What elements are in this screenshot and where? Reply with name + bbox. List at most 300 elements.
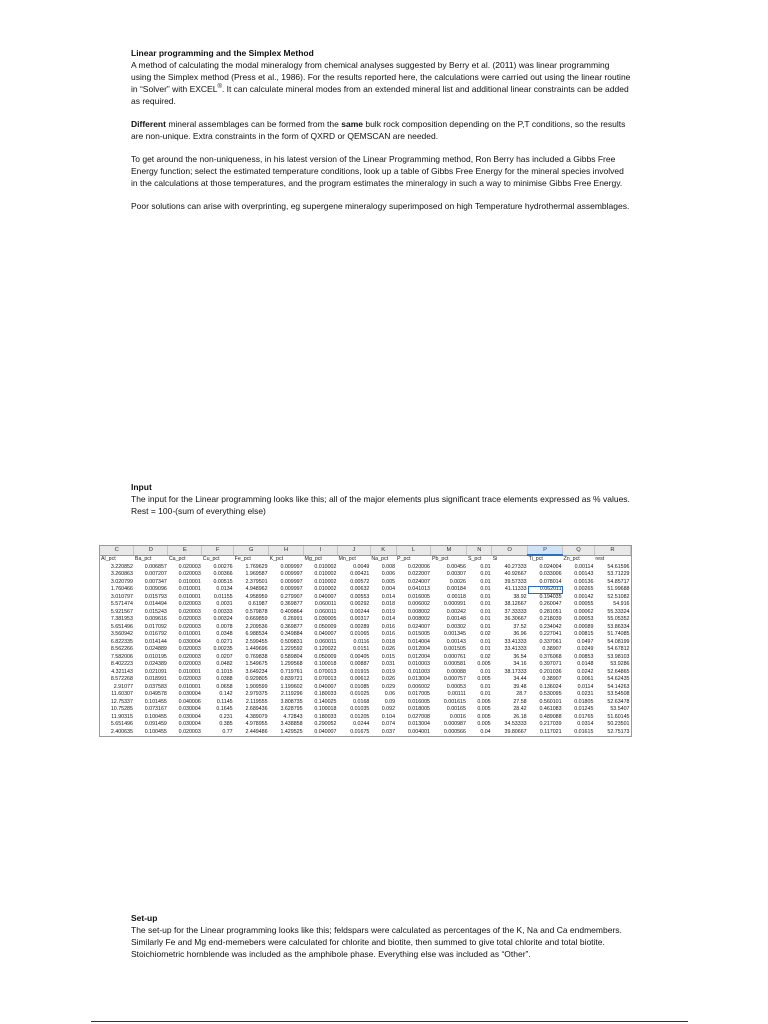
- table-cell[interactable]: 54.67812: [607, 646, 630, 652]
- table-cell[interactable]: 0.00143: [574, 571, 594, 577]
- table-cell[interactable]: 0.030004: [178, 691, 201, 697]
- table-cell[interactable]: 0.040007: [314, 728, 337, 735]
- table-cell[interactable]: 0.040007: [314, 593, 337, 600]
- table-cell[interactable]: 0.00515: [213, 578, 233, 585]
- table-cell[interactable]: 0.929805: [245, 676, 268, 682]
- table-cell[interactable]: 0.027008: [407, 713, 430, 720]
- table-cell[interactable]: 0.117021: [539, 728, 562, 735]
- table-cell[interactable]: 0.010001: [178, 578, 201, 585]
- table-cell[interactable]: 0.014: [381, 593, 396, 600]
- table-cell[interactable]: 54.62435: [607, 676, 630, 682]
- table-cell[interactable]: 0.009096: [144, 586, 167, 592]
- table-cell[interactable]: 53.98103: [607, 653, 630, 660]
- table-cell[interactable]: 53.9286: [610, 661, 630, 667]
- table-cell[interactable]: 0.024889: [144, 646, 167, 652]
- table-cell[interactable]: 0.579878: [245, 608, 268, 615]
- table-cell[interactable]: 40.27333: [504, 563, 527, 570]
- table-cell[interactable]: 0.060011: [314, 608, 337, 615]
- table-cell[interactable]: 0.0116: [353, 638, 370, 645]
- table-cell[interactable]: 0.008: [381, 563, 396, 570]
- table-cell[interactable]: 0.00405: [350, 653, 370, 660]
- table-cell[interactable]: 0.01155: [213, 593, 233, 600]
- column-header[interactable]: Na_pct: [371, 555, 389, 562]
- table-cell[interactable]: 0.01085: [350, 683, 370, 690]
- table-cell[interactable]: 0.369877: [280, 623, 303, 630]
- table-cell[interactable]: 0.016792: [144, 631, 167, 637]
- table-cell[interactable]: 0.01: [480, 668, 491, 675]
- table-cell[interactable]: 0.489088: [539, 713, 562, 720]
- table-cell[interactable]: 52.63478: [607, 698, 630, 705]
- table-cell[interactable]: 0.013004: [407, 721, 430, 727]
- table-cell[interactable]: 11.60307: [111, 691, 133, 697]
- table-cell[interactable]: 0.01: [480, 623, 491, 630]
- table-cell[interactable]: 0.194035: [539, 593, 562, 600]
- table-cell[interactable]: 0.041013: [407, 586, 430, 592]
- table-cell[interactable]: 3.628795: [280, 706, 303, 712]
- table-cell[interactable]: 0.01805: [574, 698, 594, 705]
- table-cell[interactable]: 0.00553: [350, 593, 370, 600]
- table-cell[interactable]: 0.227041: [539, 631, 562, 637]
- table-cell[interactable]: 0.38907: [542, 676, 562, 682]
- table-cell[interactable]: 0.016005: [407, 593, 430, 600]
- column-letter-g[interactable]: G: [234, 546, 269, 555]
- table-cell[interactable]: 0.260047: [539, 601, 562, 607]
- table-cell[interactable]: 51.60145: [607, 713, 630, 720]
- table-cell[interactable]: 2.91077: [113, 683, 133, 690]
- table-cell[interactable]: 0.560101: [539, 698, 562, 705]
- table-cell[interactable]: 3.260863: [110, 571, 133, 577]
- table-cell[interactable]: 0.0031: [216, 601, 233, 607]
- table-cell[interactable]: 0.00136: [574, 578, 594, 585]
- table-cell[interactable]: 0.049578: [144, 691, 167, 697]
- table-cell[interactable]: 34.53333: [504, 721, 527, 727]
- table-cell[interactable]: 0.005: [477, 661, 491, 667]
- table-cell[interactable]: 0.0482: [216, 661, 233, 667]
- table-cell[interactable]: 0.349884: [280, 631, 303, 637]
- table-cell[interactable]: 0.09: [384, 698, 396, 705]
- table-cell[interactable]: 0.100455: [144, 728, 167, 735]
- table-cell[interactable]: 0.01: [480, 601, 491, 607]
- table-cell[interactable]: 0.029: [381, 683, 396, 690]
- table-cell[interactable]: 1.449696: [245, 646, 268, 652]
- table-cell[interactable]: 2.400635: [110, 728, 133, 735]
- table-cell[interactable]: 2.689436: [245, 706, 268, 712]
- table-cell[interactable]: 0.016: [381, 623, 396, 630]
- table-cell[interactable]: 39.80667: [504, 728, 527, 735]
- table-cell[interactable]: 0.050009: [314, 623, 337, 630]
- table-cell[interactable]: 0.0207: [216, 653, 233, 660]
- table-cell[interactable]: 52.75173: [607, 728, 630, 735]
- table-cell[interactable]: 0.00142: [574, 593, 594, 600]
- column-header[interactable]: Zn_pct: [563, 555, 580, 562]
- table-cell[interactable]: 0.030004: [178, 713, 201, 720]
- table-cell[interactable]: 0.00148: [446, 616, 466, 622]
- table-cell[interactable]: 0.060011: [314, 601, 337, 607]
- table-cell[interactable]: 0.00324: [213, 616, 233, 622]
- table-cell[interactable]: 0.024004: [539, 563, 562, 570]
- table-cell[interactable]: 0.0114: [577, 683, 594, 690]
- column-letter-i[interactable]: I: [304, 546, 338, 555]
- table-cell[interactable]: 0.020003: [178, 728, 201, 735]
- table-cell[interactable]: 6.822335: [110, 638, 133, 645]
- table-cell[interactable]: 0.217039: [539, 721, 562, 727]
- table-cell[interactable]: 0.1015: [216, 668, 233, 675]
- table-cell[interactable]: 0.070013: [314, 676, 337, 682]
- column-header[interactable]: Cu_pct: [202, 555, 220, 562]
- column-header[interactable]: Ti_pct: [528, 556, 543, 562]
- table-cell[interactable]: 2.119555: [245, 698, 268, 705]
- table-cell[interactable]: 36.54: [513, 653, 527, 660]
- table-cell[interactable]: 0.0388: [216, 676, 233, 682]
- table-cell[interactable]: 0.030004: [178, 706, 201, 712]
- table-cell[interactable]: 1.549675: [245, 661, 268, 667]
- table-cell[interactable]: 3.220852: [110, 563, 133, 570]
- table-cell[interactable]: 0.040007: [314, 631, 337, 637]
- table-cell[interactable]: 0.001505: [443, 646, 466, 652]
- table-cell[interactable]: 0.136024: [539, 683, 562, 690]
- column-letter-j[interactable]: J: [337, 546, 370, 555]
- table-cell[interactable]: 0.020003: [178, 616, 201, 622]
- table-cell[interactable]: 0.77: [222, 728, 233, 735]
- table-cell[interactable]: 0.01615: [574, 728, 594, 735]
- table-cell[interactable]: 0.020003: [178, 623, 201, 630]
- table-cell[interactable]: 0.00572: [350, 578, 370, 585]
- table-cell[interactable]: 0.005: [477, 713, 491, 720]
- table-cell[interactable]: 0.0314: [577, 721, 594, 727]
- table-cell[interactable]: 0.769838: [245, 653, 268, 660]
- table-cell[interactable]: 0.01205: [350, 713, 370, 720]
- table-cell[interactable]: 0.006857: [144, 563, 167, 570]
- column-header[interactable]: S_pct: [467, 555, 482, 562]
- table-cell[interactable]: 0.010002: [314, 586, 337, 592]
- table-cell[interactable]: 0.017005: [407, 691, 430, 697]
- table-cell[interactable]: 0.01: [480, 578, 491, 585]
- table-cell[interactable]: 37.33333: [504, 608, 527, 615]
- table-cell[interactable]: 37.52: [513, 623, 527, 630]
- table-cell[interactable]: 0.01: [480, 691, 491, 697]
- table-cell[interactable]: 0.61987: [248, 601, 268, 607]
- column-letter-m[interactable]: M: [431, 546, 467, 555]
- table-cell[interactable]: 0.00632: [350, 586, 370, 592]
- table-cell[interactable]: 40.92667: [504, 571, 527, 577]
- table-cell[interactable]: 1.969587: [245, 571, 268, 577]
- table-cell[interactable]: 0.0061: [577, 676, 594, 682]
- table-cell[interactable]: 0.010195: [144, 653, 167, 660]
- table-cell[interactable]: 1.769629: [245, 563, 268, 570]
- table-cell[interactable]: 0.180033: [314, 713, 337, 720]
- table-cell[interactable]: 38.17333: [504, 668, 527, 675]
- table-cell[interactable]: 0.00265: [574, 586, 594, 592]
- column-header[interactable]: K_pct: [269, 555, 284, 562]
- table-cell[interactable]: 41.11333: [504, 586, 527, 592]
- table-cell[interactable]: 0.409864: [280, 608, 303, 615]
- table-cell[interactable]: 0.100018: [314, 661, 337, 667]
- table-cell[interactable]: 0.000991: [443, 601, 466, 607]
- table-cell[interactable]: 0.010001: [178, 683, 201, 690]
- table-cell[interactable]: 33.41333: [504, 646, 527, 652]
- table-cell[interactable]: 0.01: [480, 563, 491, 570]
- table-cell[interactable]: 7.381953: [110, 616, 133, 622]
- table-cell[interactable]: 0.00292: [350, 601, 370, 607]
- table-cell[interactable]: 53.54508: [607, 691, 630, 697]
- table-cell[interactable]: 0.0242: [577, 668, 594, 675]
- table-cell[interactable]: 0.020003: [178, 608, 201, 615]
- table-cell[interactable]: 0.00118: [447, 593, 466, 600]
- table-cell[interactable]: 0.00302: [446, 623, 466, 630]
- table-cell[interactable]: 0.070013: [314, 668, 337, 675]
- table-cell[interactable]: 0.530095: [539, 691, 562, 697]
- table-cell[interactable]: 0.02: [480, 653, 491, 660]
- table-cell[interactable]: 0.00062: [574, 608, 594, 615]
- table-cell[interactable]: 0.279907: [280, 593, 303, 600]
- column-letter-d[interactable]: D: [134, 546, 168, 555]
- table-cell[interactable]: 0.014004: [407, 638, 430, 645]
- column-header[interactable]: Mg_pct: [304, 555, 322, 562]
- table-cell[interactable]: 0.0231: [577, 691, 594, 697]
- table-cell[interactable]: 3.560942: [110, 631, 133, 637]
- table-cell[interactable]: 26.18: [513, 713, 527, 720]
- table-cell[interactable]: 0.01: [480, 616, 491, 622]
- table-cell[interactable]: 36.30667: [504, 616, 527, 622]
- table-cell[interactable]: 0.022007: [407, 571, 430, 577]
- table-cell[interactable]: 0.00053: [574, 616, 594, 622]
- table-cell[interactable]: 1.429525: [280, 728, 303, 735]
- table-cell[interactable]: 3.020799: [110, 578, 133, 585]
- table-cell[interactable]: 0.020003: [178, 653, 201, 660]
- table-cell[interactable]: 0.00276: [213, 563, 233, 570]
- table-cell[interactable]: 52.51082: [607, 593, 630, 600]
- table-cell[interactable]: 0.00143: [446, 638, 466, 645]
- table-cell[interactable]: 2.449486: [245, 728, 268, 735]
- table-cell[interactable]: 53.5407: [610, 706, 630, 712]
- table-cell[interactable]: 0.180033: [314, 691, 337, 697]
- table-cell[interactable]: 0.010002: [314, 578, 337, 585]
- table-cell[interactable]: 0.040006: [178, 698, 201, 705]
- table-cell[interactable]: 0.00088: [446, 668, 466, 675]
- table-cell[interactable]: 0.015: [381, 653, 396, 660]
- table-cell[interactable]: 0.00053: [446, 683, 466, 690]
- column-header[interactable]: P_pct: [397, 555, 411, 562]
- column-header[interactable]: Si: [492, 555, 498, 562]
- table-cell[interactable]: 38.92: [513, 593, 527, 600]
- table-cell[interactable]: 39.48: [513, 683, 527, 690]
- table-cell[interactable]: 0.01: [480, 586, 491, 592]
- table-cell[interactable]: 0.839721: [280, 676, 303, 682]
- table-cell[interactable]: 54.61596: [607, 563, 630, 570]
- table-cell[interactable]: 0.06: [384, 691, 396, 697]
- table-cell[interactable]: 0.385: [219, 721, 233, 727]
- table-cell[interactable]: 0.281051: [539, 608, 562, 615]
- table-cell[interactable]: 0.201036: [539, 668, 562, 675]
- table-cell[interactable]: 0.01: [480, 571, 491, 577]
- table-cell[interactable]: 2.979375: [245, 691, 268, 697]
- table-cell[interactable]: 0.010003: [407, 661, 430, 667]
- column-header[interactable]: Mn_pct: [338, 555, 356, 562]
- table-cell[interactable]: 4.389079: [245, 713, 268, 720]
- table-cell[interactable]: 0.030004: [178, 638, 201, 645]
- table-cell[interactable]: 1.229592: [280, 646, 303, 652]
- table-cell[interactable]: 0.000566: [443, 728, 466, 735]
- table-cell[interactable]: 5.651496: [110, 623, 133, 630]
- table-cell[interactable]: 0.01675: [350, 728, 370, 735]
- table-cell[interactable]: 0.00456: [446, 563, 466, 570]
- table-cell[interactable]: 0.030004: [178, 721, 201, 727]
- table-cell[interactable]: 0.073167: [144, 706, 167, 712]
- table-cell[interactable]: 0.0168: [353, 698, 370, 705]
- table-cell[interactable]: 4.72843: [283, 713, 303, 720]
- table-cell[interactable]: 0.005: [381, 578, 396, 585]
- table-cell[interactable]: 0.0026: [449, 578, 466, 585]
- table-cell[interactable]: 8.402223: [110, 661, 133, 667]
- table-cell[interactable]: 0.0049: [353, 563, 370, 570]
- table-cell[interactable]: 0.008002: [407, 608, 430, 615]
- table-cell[interactable]: 0.020003: [178, 563, 201, 570]
- table-cell[interactable]: 0.00289: [350, 623, 370, 630]
- table-cell[interactable]: 0.00242: [446, 608, 466, 615]
- column-letter-f[interactable]: F: [202, 546, 234, 555]
- table-cell[interactable]: 0.01035: [350, 706, 370, 712]
- table-cell[interactable]: 0.016: [381, 631, 396, 637]
- table-cell[interactable]: 55.05352: [607, 616, 630, 622]
- table-cell[interactable]: 0.005: [477, 698, 491, 705]
- column-letter-q[interactable]: Q: [563, 546, 595, 555]
- table-cell[interactable]: 0.00165: [446, 706, 466, 712]
- table-cell[interactable]: 0.01: [480, 683, 491, 690]
- table-cell[interactable]: 2.119296: [280, 691, 303, 697]
- table-cell[interactable]: 0.019: [381, 668, 396, 675]
- table-cell[interactable]: 0.078014: [539, 578, 562, 585]
- table-cell[interactable]: 54.916: [613, 601, 630, 607]
- table-cell[interactable]: 0.04: [480, 728, 491, 735]
- table-cell[interactable]: 0.461083: [539, 706, 562, 712]
- table-cell[interactable]: 0.000987: [443, 721, 466, 727]
- table-cell[interactable]: 8.562266: [110, 646, 133, 652]
- table-cell[interactable]: 0.033006: [539, 571, 562, 577]
- table-cell[interactable]: 0.100455: [144, 713, 167, 720]
- table-cell[interactable]: 0.669859: [245, 616, 268, 622]
- table-cell[interactable]: 0.037583: [144, 683, 167, 690]
- table-cell[interactable]: 0.020003: [178, 646, 201, 652]
- table-cell[interactable]: 0.001615: [443, 698, 466, 705]
- column-letter-n[interactable]: N: [467, 546, 492, 555]
- table-cell[interactable]: 0.0016: [449, 713, 466, 720]
- table-cell[interactable]: 0.00089: [574, 623, 594, 630]
- table-cell[interactable]: 0.0134: [216, 586, 233, 592]
- table-cell[interactable]: 0.020003: [178, 676, 201, 682]
- table-cell[interactable]: 0.0658: [216, 683, 233, 690]
- table-cell[interactable]: 0.018: [381, 601, 396, 607]
- table-cell[interactable]: 0.00421: [350, 571, 370, 577]
- table-cell[interactable]: 3.808735: [280, 698, 303, 705]
- table-cell[interactable]: 0.142: [219, 691, 233, 697]
- table-cell[interactable]: 0.337061: [539, 638, 562, 645]
- column-header[interactable]: rest: [595, 555, 605, 562]
- table-cell[interactable]: 0.120022: [314, 646, 337, 652]
- table-cell[interactable]: 0.031: [381, 661, 396, 667]
- table-cell[interactable]: 0.00612: [350, 676, 370, 682]
- table-cell[interactable]: 0.0271: [216, 638, 233, 645]
- table-cell[interactable]: 0.020003: [178, 571, 201, 577]
- table-cell[interactable]: 0.000757: [443, 676, 466, 682]
- table-cell[interactable]: 1.909599: [245, 683, 268, 690]
- table-cell[interactable]: 54.08199: [607, 638, 630, 645]
- table-cell[interactable]: 0.01765: [574, 713, 594, 720]
- table-cell[interactable]: 0.004: [381, 586, 396, 592]
- table-cell[interactable]: 0.017092: [144, 623, 167, 630]
- table-cell[interactable]: 0.074: [381, 721, 396, 727]
- table-cell[interactable]: 0.00244: [350, 608, 370, 615]
- table-cell[interactable]: 6.988534: [245, 631, 268, 637]
- table-cell[interactable]: 0.021091: [144, 668, 167, 675]
- table-cell[interactable]: 0.0348: [216, 631, 233, 637]
- table-cell[interactable]: 51.74085: [607, 631, 630, 637]
- table-cell[interactable]: 1.199602: [280, 683, 303, 690]
- table-cell[interactable]: 53.86334: [607, 623, 630, 630]
- table-cell[interactable]: 4.321143: [111, 668, 133, 675]
- table-cell[interactable]: 51.99688: [607, 586, 630, 592]
- column-letter-r[interactable]: R: [594, 546, 630, 555]
- table-cell[interactable]: 0.1145: [216, 698, 233, 705]
- table-cell[interactable]: 0.0497: [577, 638, 594, 645]
- table-cell[interactable]: 0.092: [381, 706, 396, 712]
- table-cell[interactable]: 27.58: [513, 698, 527, 705]
- table-cell[interactable]: 0.009997: [280, 563, 303, 570]
- table-cell[interactable]: 0.02: [480, 631, 491, 637]
- table-cell[interactable]: 0.231: [219, 713, 233, 720]
- table-cell[interactable]: 0.014: [381, 616, 396, 622]
- table-cell[interactable]: 0.397071: [539, 661, 562, 667]
- table-cell[interactable]: 0.290052: [314, 721, 337, 727]
- table-cell[interactable]: 55.33324: [607, 608, 630, 615]
- table-cell[interactable]: 0.010002: [314, 563, 337, 570]
- table-cell[interactable]: 0.218039: [539, 616, 562, 622]
- table-cell[interactable]: 0.006002: [407, 683, 430, 690]
- table-cell[interactable]: 0.010002: [314, 571, 337, 577]
- table-cell[interactable]: 2.599455: [245, 638, 268, 645]
- table-cell[interactable]: 3.010797: [110, 593, 133, 600]
- table-cell[interactable]: 0.006002: [407, 601, 430, 607]
- table-cell[interactable]: 0.38907: [542, 646, 562, 652]
- table-cell[interactable]: 0.140025: [314, 698, 337, 705]
- table-cell[interactable]: 54.85717: [607, 578, 630, 585]
- table-cell[interactable]: 36.96: [513, 631, 527, 637]
- table-cell[interactable]: 0.010001: [178, 631, 201, 637]
- table-cell[interactable]: 0.0078: [216, 623, 233, 630]
- table-cell[interactable]: 0.104: [381, 713, 396, 720]
- table-cell[interactable]: 0.030005: [314, 616, 337, 622]
- table-cell[interactable]: 0.060011: [314, 638, 337, 645]
- table-cell[interactable]: 0.020006: [407, 563, 430, 570]
- table-cell[interactable]: 0.011003: [408, 668, 430, 675]
- table-cell[interactable]: 0.005: [477, 721, 491, 727]
- column-letter-k[interactable]: K: [370, 546, 396, 555]
- table-cell[interactable]: 0.005: [477, 676, 491, 682]
- table-cell[interactable]: 5.921567: [110, 608, 133, 615]
- column-header[interactable]: Pb_pct: [431, 555, 449, 562]
- table-cell[interactable]: 0.01065: [350, 631, 370, 637]
- table-cell[interactable]: 0.050009: [314, 653, 337, 660]
- column-header[interactable]: Fe_pct: [234, 555, 251, 562]
- table-cell[interactable]: 0.004001: [407, 728, 430, 735]
- table-cell[interactable]: 0.009997: [280, 578, 303, 585]
- column-header[interactable]: Ba_pct: [134, 555, 152, 562]
- table-cell[interactable]: 0.014494: [144, 601, 167, 607]
- table-cell[interactable]: 0.01245: [574, 706, 594, 712]
- table-cell[interactable]: 7.582006: [110, 653, 133, 660]
- table-cell[interactable]: 0.509831: [280, 638, 303, 645]
- column-letter-e[interactable]: E: [168, 546, 202, 555]
- table-cell[interactable]: 0.026: [381, 646, 396, 652]
